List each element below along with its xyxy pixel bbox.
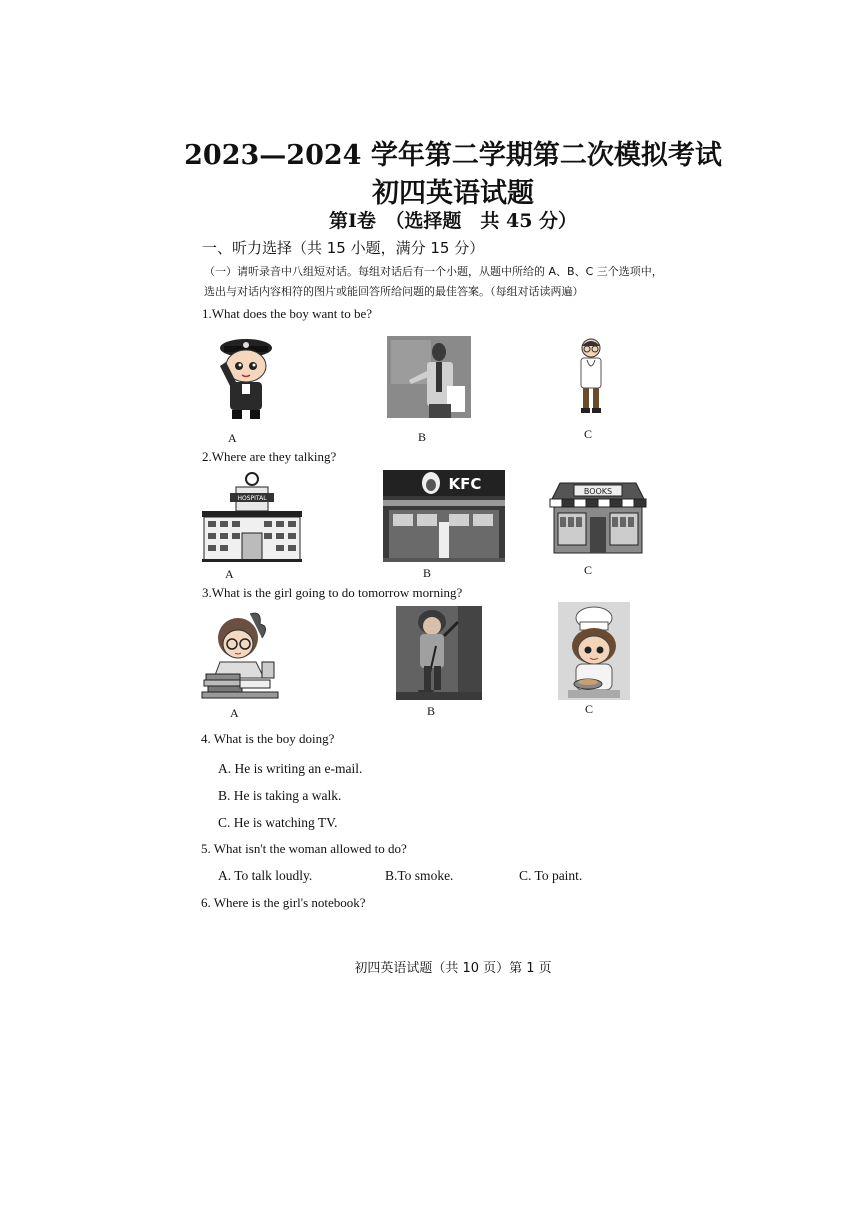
q1-option-b-label: B	[418, 430, 427, 444]
section-heading: 一、听力选择（共 15 小题，满分 15 分）	[202, 239, 485, 257]
q2-option-c-label: C	[584, 563, 593, 577]
kfc-sign: KFC	[448, 475, 482, 493]
question-1: 1.What does the boy want to be?	[202, 306, 373, 321]
q1-option-a-label: A	[228, 431, 237, 445]
q4-option-a: A. He is writing an e-mail.	[218, 761, 363, 776]
instruction-line-2: 选出与对话内容相符的图片或能回答所给问题的最佳答案。（每组对话读两遍）	[204, 285, 584, 298]
q5-option-c: C. To paint.	[519, 868, 583, 883]
girl-sweeping-image	[396, 606, 482, 700]
question-2: 2.Where are they talking?	[202, 449, 337, 464]
q5-option-a: A. To talk loudly.	[218, 868, 313, 883]
question-5: 5. What isn't the woman allowed to do?	[201, 841, 407, 856]
q4-option-b: B. He is taking a walk.	[218, 788, 342, 803]
hospital-sign: HOSPITAL	[237, 495, 267, 502]
girl-studying-image	[200, 608, 280, 704]
q3-option-b-label: B	[427, 704, 436, 718]
kfc-image	[383, 470, 505, 562]
question-3: 3.What is the girl going to do tomorrow morning?	[202, 585, 463, 600]
hospital-image	[200, 471, 304, 563]
police-officer-image	[214, 336, 278, 420]
q3-option-c-label: C	[585, 702, 594, 716]
question-4: 4. What is the boy doing?	[201, 731, 335, 746]
section-instruction	[204, 262, 694, 302]
q4-option-c: C. He is watching TV.	[218, 815, 338, 830]
page-footer: 初四英语试题（共 10 页）第 1 页	[354, 961, 552, 976]
instruction-line-1: （一）请听录音中八组短对话。每组对话后有一个小题，从题中所给的 A、B、C 三个选项中，	[204, 265, 663, 278]
girl-cooking-image	[558, 602, 630, 700]
q1-option-c-label: C	[584, 427, 593, 441]
q2-option-b-label: B	[423, 566, 432, 580]
teacher-image	[387, 336, 471, 418]
bookstore-sign: BOOKS	[583, 487, 613, 496]
paper-part-title: 第Ⅰ卷 （选择题 共 45 分）	[328, 210, 578, 232]
doctor-image	[575, 338, 607, 414]
question-6: 6. Where is the girl's notebook?	[201, 895, 366, 910]
exam-title-line1: 2023—2024 学年第二学期第二次模拟考试	[184, 140, 722, 171]
bookstore-image	[548, 481, 648, 555]
q2-option-a-label: A	[225, 567, 234, 581]
q3-option-a-label: A	[230, 706, 239, 720]
q5-option-b: B.To smoke.	[385, 868, 454, 883]
exam-title-line2: 初四英语试题	[372, 178, 534, 209]
